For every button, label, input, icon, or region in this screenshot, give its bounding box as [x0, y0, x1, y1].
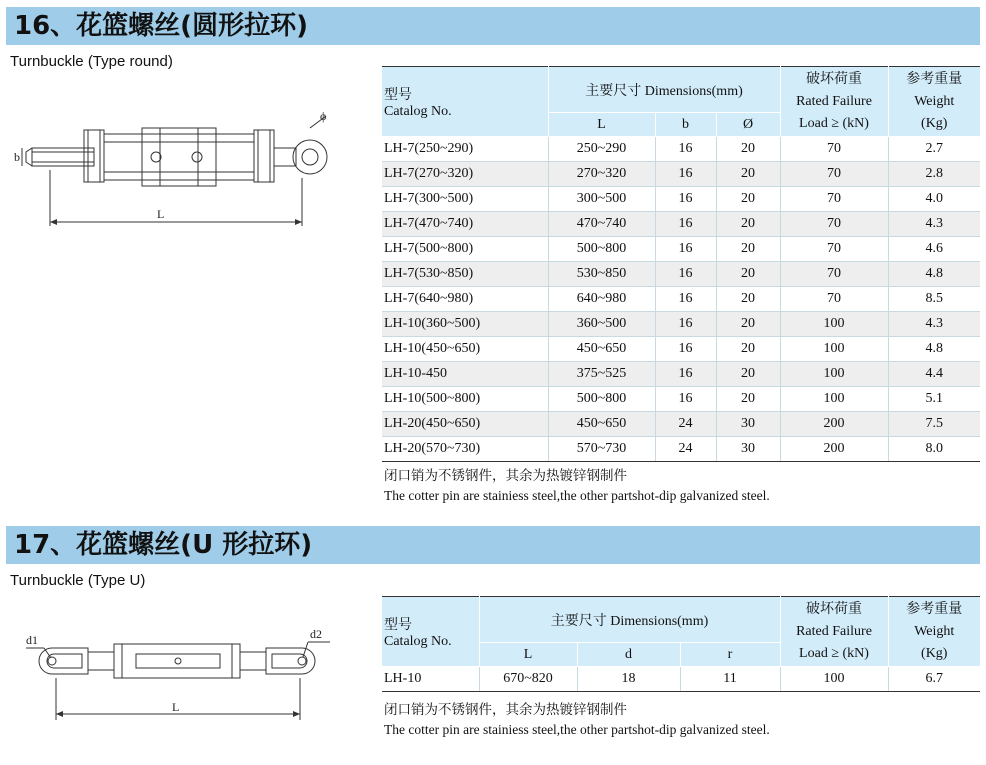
header-model-en: Catalog No.: [384, 633, 452, 649]
header-load: [780, 67, 888, 137]
header-weight-en: Weight: [914, 93, 955, 109]
table-row: [382, 137, 980, 162]
section-16-title-band: [6, 7, 980, 45]
section-16-subtitle: Turnbuckle (Type round): [10, 53, 173, 70]
header-load-cn: 破坏荷重: [806, 71, 862, 87]
value-cell: 16: [655, 237, 716, 262]
section-17-subtitle: Turnbuckle (Type U): [10, 572, 146, 589]
section-17-title: 17、花篮螺丝(U 形拉环): [14, 530, 313, 560]
value-cell: 30: [716, 437, 780, 462]
table-row: [382, 667, 980, 692]
value-cell: 16: [655, 312, 716, 337]
note-en: The cotter pin are stainiess steel,the other partshot-dip galvanized steel.: [384, 488, 770, 503]
header-load: [780, 597, 888, 667]
value-cell: 4.3: [888, 312, 980, 337]
table-row: [382, 237, 980, 262]
header-weight-unit: (Kg): [921, 645, 948, 661]
value-cell: 530~850: [548, 262, 655, 287]
value-cell: 20: [716, 387, 780, 412]
value-cell: 70: [780, 212, 888, 237]
table-row: [382, 337, 980, 362]
value-cell: 5.1: [888, 387, 980, 412]
catalog-no-cell: LH-7(640~980): [382, 287, 548, 312]
header-model-cn: 型号: [384, 87, 412, 103]
round-turnbuckle-drawing: [10, 108, 350, 233]
value-cell: 2.7: [888, 137, 980, 162]
value-cell: 20: [716, 212, 780, 237]
value-cell: 20: [716, 337, 780, 362]
value-cell: 16: [655, 212, 716, 237]
value-cell: 16: [655, 287, 716, 312]
value-cell: 24: [655, 412, 716, 437]
catalog-no-cell: LH-10(360~500): [382, 312, 548, 337]
value-cell: 70: [780, 187, 888, 212]
value-cell: 20: [716, 237, 780, 262]
value-cell: 4.4: [888, 362, 980, 387]
header-col-L: L: [548, 113, 655, 137]
value-cell: 4.8: [888, 262, 980, 287]
header-weight: [888, 67, 980, 137]
value-cell: 4.6: [888, 237, 980, 262]
header-dimensions: 主要尺寸 Dimensions(mm): [548, 67, 780, 113]
value-cell: 24: [655, 437, 716, 462]
header-weight-en: Weight: [914, 623, 955, 639]
header-load-en2: Load ≥ (kN): [799, 645, 869, 661]
catalog-no-cell: LH-7(270~320): [382, 162, 548, 187]
value-cell: 360~500: [548, 312, 655, 337]
value-cell: 20: [716, 287, 780, 312]
value-cell: 16: [655, 162, 716, 187]
value-cell: 7.5: [888, 412, 980, 437]
value-cell: 16: [655, 387, 716, 412]
value-cell: 16: [655, 337, 716, 362]
catalog-no-cell: LH-20(450~650): [382, 412, 548, 437]
drawing-label-phi: ϕ: [320, 109, 327, 123]
value-cell: 470~740: [548, 212, 655, 237]
header-model-cn: 型号: [384, 617, 412, 633]
header-load-en2: Load ≥ (kN): [799, 115, 869, 131]
value-cell: 20: [716, 312, 780, 337]
header-col-b: b: [655, 113, 716, 137]
value-cell: 300~500: [548, 187, 655, 212]
value-cell: 4.3: [888, 212, 980, 237]
catalog-no-cell: LH-7(470~740): [382, 212, 548, 237]
drawing-label-L: L: [157, 207, 165, 221]
header-load-en1: Rated Failure: [796, 623, 872, 639]
value-cell: 70: [780, 162, 888, 187]
value-cell: 100: [780, 362, 888, 387]
value-cell: 500~800: [548, 387, 655, 412]
header-col-L: L: [479, 643, 577, 667]
value-cell: 20: [716, 137, 780, 162]
u-turnbuckle-drawing: [18, 622, 338, 722]
value-cell: 16: [655, 137, 716, 162]
section-16-title: 16、花篮螺丝(圆形拉环): [14, 11, 308, 41]
table-row: [382, 287, 980, 312]
value-cell: 100: [780, 312, 888, 337]
spec-table-16-body: [382, 137, 980, 462]
value-cell: 450~650: [548, 337, 655, 362]
value-cell: 500~800: [548, 237, 655, 262]
value-cell: 70: [780, 237, 888, 262]
spec-table-17-body: [382, 667, 980, 692]
header-weight-unit: (Kg): [921, 115, 948, 131]
value-cell: 670~820: [479, 667, 577, 692]
table-row: [382, 387, 980, 412]
drawing-label-d2: d2: [310, 627, 322, 641]
catalog-no-cell: LH-10(450~650): [382, 337, 548, 362]
catalog-no-cell: LH-10-450: [382, 362, 548, 387]
header-model: [382, 67, 548, 137]
header-col-phi: Ø: [716, 113, 780, 137]
table-row: [382, 212, 980, 237]
value-cell: 100: [780, 667, 888, 692]
value-cell: 640~980: [548, 287, 655, 312]
value-cell: 200: [780, 412, 888, 437]
catalog-no-cell: LH-7(250~290): [382, 137, 548, 162]
value-cell: 100: [780, 387, 888, 412]
header-weight: [888, 597, 980, 667]
value-cell: 70: [780, 137, 888, 162]
value-cell: 4.0: [888, 187, 980, 212]
catalog-no-cell: LH-7(300~500): [382, 187, 548, 212]
note-cn: 闭口销为不锈钢件，其余为热镀锌钢制件: [384, 702, 627, 717]
value-cell: 18: [577, 667, 680, 692]
value-cell: 16: [655, 187, 716, 212]
drawing-label-b: b: [14, 150, 20, 164]
catalog-no-cell: LH-7(500~800): [382, 237, 548, 262]
value-cell: 11: [680, 667, 780, 692]
value-cell: 250~290: [548, 137, 655, 162]
section-17-note: [384, 700, 770, 740]
table-row: [382, 412, 980, 437]
spec-table-17: [382, 596, 980, 692]
catalog-no-cell: LH-20(570~730): [382, 437, 548, 462]
header-load-en1: Rated Failure: [796, 93, 872, 109]
table-row: [382, 362, 980, 387]
header-load-cn: 破坏荷重: [806, 601, 862, 617]
note-en: The cotter pin are stainiess steel,the other partshot-dip galvanized steel.: [384, 722, 770, 737]
section-16-note: [384, 466, 770, 506]
value-cell: 20: [716, 162, 780, 187]
value-cell: 8.0: [888, 437, 980, 462]
value-cell: 570~730: [548, 437, 655, 462]
value-cell: 200: [780, 437, 888, 462]
catalog-no-cell: LH-10(500~800): [382, 387, 548, 412]
value-cell: 70: [780, 287, 888, 312]
table-row: [382, 437, 980, 462]
value-cell: 270~320: [548, 162, 655, 187]
value-cell: 8.5: [888, 287, 980, 312]
table-row: [382, 162, 980, 187]
value-cell: 30: [716, 412, 780, 437]
value-cell: 4.8: [888, 337, 980, 362]
table-row: [382, 187, 980, 212]
spec-table-16: [382, 66, 980, 462]
value-cell: 70: [780, 262, 888, 287]
table-row: [382, 312, 980, 337]
value-cell: 6.7: [888, 667, 980, 692]
header-col-d: d: [577, 643, 680, 667]
value-cell: 20: [716, 362, 780, 387]
table-row: [382, 262, 980, 287]
header-col-r: r: [680, 643, 780, 667]
value-cell: 450~650: [548, 412, 655, 437]
header-dimensions: 主要尺寸 Dimensions(mm): [479, 597, 780, 643]
note-cn: 闭口销为不锈钢件，其余为热镀锌钢制件: [384, 468, 627, 483]
drawing-label-L-u: L: [172, 700, 180, 714]
value-cell: 16: [655, 262, 716, 287]
section-17-title-band: [6, 526, 980, 564]
header-weight-cn: 参考重量: [906, 71, 963, 87]
drawing-label-d1: d1: [26, 633, 38, 647]
value-cell: 20: [716, 262, 780, 287]
header-model-en: Catalog No.: [384, 103, 452, 119]
header-weight-cn: 参考重量: [906, 601, 963, 617]
catalog-no-cell: LH-10: [382, 667, 479, 692]
value-cell: 16: [655, 362, 716, 387]
header-model: [382, 597, 479, 667]
value-cell: 100: [780, 337, 888, 362]
catalog-no-cell: LH-7(530~850): [382, 262, 548, 287]
value-cell: 375~525: [548, 362, 655, 387]
value-cell: 20: [716, 187, 780, 212]
value-cell: 2.8: [888, 162, 980, 187]
